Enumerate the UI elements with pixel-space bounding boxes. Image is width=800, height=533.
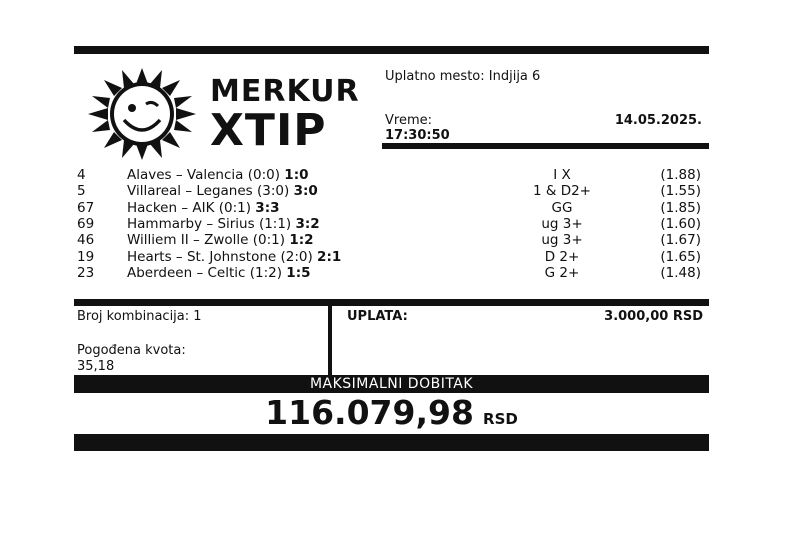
sun-icon xyxy=(84,66,204,162)
bet-row xyxy=(77,265,707,281)
bet-odd: (1.85) xyxy=(660,199,701,216)
bet-teams: Hacken – AIK (0:1) xyxy=(127,199,251,216)
bet-teams: Alaves – Valencia (0:0) xyxy=(127,167,280,183)
bet-odd: (1.55) xyxy=(660,183,701,200)
bet-number: 23 xyxy=(77,264,95,281)
bet-teams: Villareal – Leganes (3:0) xyxy=(127,183,290,200)
merkur-logo xyxy=(84,66,364,162)
bet-odd: (1.65) xyxy=(660,248,701,265)
logo-text-xtip: XTIP xyxy=(210,105,327,156)
bet-row xyxy=(77,249,707,265)
bet-tip: 1 & D2+ xyxy=(533,183,591,200)
payout-amount: 116.079,98 xyxy=(265,393,474,432)
bet-match xyxy=(127,232,314,248)
combinations-count: Broj kombinacija: 1 xyxy=(77,309,202,324)
odds-value: 35,18 xyxy=(77,359,115,374)
bet-match xyxy=(127,216,320,232)
bet-result: 1:0 xyxy=(284,167,309,183)
bet-tip: ug 3+ xyxy=(541,232,583,249)
bet-row xyxy=(77,183,707,199)
bet-result: 1:5 xyxy=(286,264,311,281)
stake-label: UPLATA: xyxy=(347,309,408,324)
payout-amount-row xyxy=(74,394,709,432)
bottom-rule xyxy=(74,434,709,451)
bet-tip: ug 3+ xyxy=(541,215,583,232)
bet-number: 5 xyxy=(77,183,86,200)
bet-tip: D 2+ xyxy=(544,248,580,265)
bet-match xyxy=(127,183,318,199)
bet-teams: Hearts – St. Johnstone (2:0) xyxy=(127,248,313,265)
time-label: Vreme: xyxy=(385,113,432,128)
bet-result: 2:1 xyxy=(317,248,342,265)
bet-tip: GG xyxy=(551,199,573,216)
bet-number: 4 xyxy=(77,167,86,183)
bet-number: 19 xyxy=(77,248,95,265)
bet-number: 67 xyxy=(77,199,95,216)
header-rule xyxy=(382,143,709,149)
bet-row xyxy=(77,232,707,248)
bet-match xyxy=(127,167,308,183)
bet-row xyxy=(77,216,707,232)
bet-odd: (1.60) xyxy=(660,215,701,232)
max-payout-label: MAKSIMALNI DOBITAK xyxy=(309,376,474,392)
bet-tip: I X xyxy=(553,167,571,183)
bet-teams: Aberdeen – Celtic (1:2) xyxy=(127,264,282,281)
bet-tip: G 2+ xyxy=(544,264,580,281)
bet-result: 3:0 xyxy=(293,183,318,200)
bets-rule xyxy=(74,299,709,306)
logo-text-merkur: MERKUR xyxy=(210,74,360,109)
bet-odd: (1.67) xyxy=(660,232,701,249)
bet-odd: (1.48) xyxy=(660,264,701,281)
bet-number: 69 xyxy=(77,215,95,232)
payout-currency: RSD xyxy=(483,410,518,428)
bet-result: 3:3 xyxy=(255,199,280,216)
payment-place: Uplatno mesto: Indjija 6 xyxy=(385,69,541,84)
bet-number: 46 xyxy=(77,232,95,249)
bet-match xyxy=(127,249,341,265)
max-payout-banner xyxy=(74,375,709,393)
summary-divider xyxy=(328,306,332,376)
bet-result: 1:2 xyxy=(289,232,314,249)
bet-teams: Hammarby – Sirius (1:1) xyxy=(127,215,292,232)
top-rule xyxy=(74,46,709,54)
time-value: 17:30:50 xyxy=(385,128,450,143)
date-value: 14.05.2025. xyxy=(614,113,702,128)
bet-teams: Williem II – Zwolle (0:1) xyxy=(127,232,286,249)
bet-match xyxy=(127,200,279,216)
bet-match xyxy=(127,265,310,281)
bet-row xyxy=(77,167,707,183)
odds-label: Pogođena kvota: xyxy=(77,343,186,358)
bet-row xyxy=(77,200,707,216)
stake-value: 3.000,00 RSD xyxy=(604,309,703,324)
bet-odd: (1.88) xyxy=(660,167,701,183)
bet-result: 3:2 xyxy=(295,215,320,232)
